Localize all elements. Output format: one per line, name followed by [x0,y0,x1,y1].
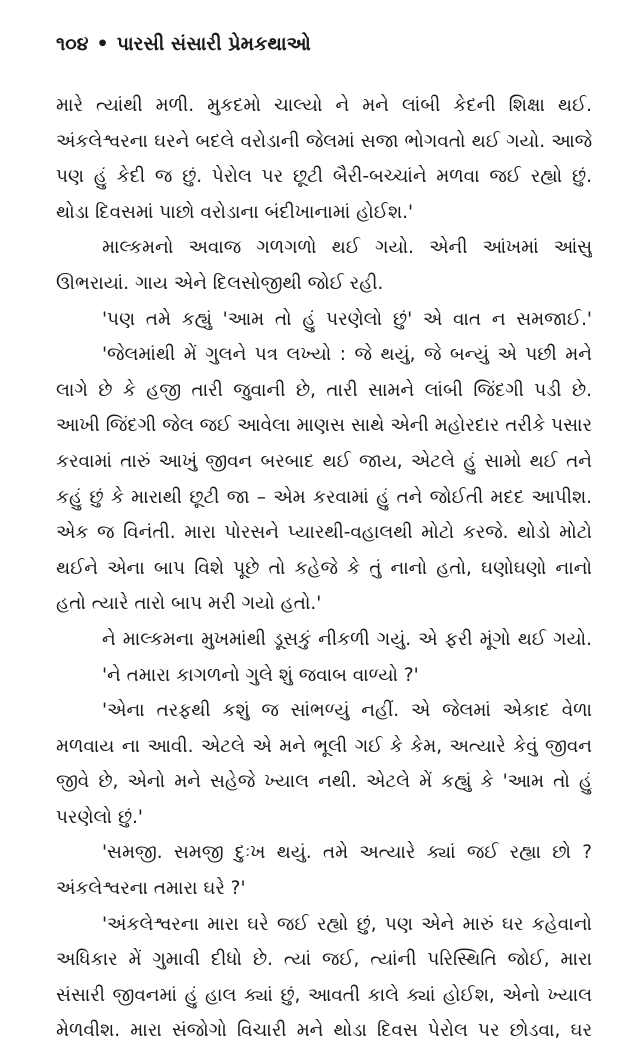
text-line: 'પણ તમે કહ્યું 'આમ તો હું પરણેલો છું' એ વાત ન સમજાઈ.' [102,308,592,330]
text-line: હતો ત્યારે તારો બાપ મરી ગયો હતો.' [56,593,322,615]
page-number: ૧૦૪ [56,33,89,55]
text-line: માલ્કમનો અવાજ ગળગળો થઈ ગયો. એની આંખમાં આંસુ [102,237,592,259]
text-line: 'ને તમારા કાગળનો ગુલે શું જવાબ વાળ્યો ?' [102,664,419,686]
text-line: ને માલ્કમના મુખમાંથી ડૂસકું નીકળી ગયું. એ ફરી મૂંગો થઈ ગયો. [102,628,592,650]
text-line: થઈને એના બાપ વિશે પૂછે તો કહેજે કે તું નાનો હતો, ઘણોઘણો નાનો [56,557,592,579]
text-line: મારે ત્યાંથી મળી. મુકદમો ચાલ્યો ને મને લાંબી કેદની શિક્ષા થઈ. [56,95,592,116]
text-line: એક જ વિનંતી. મારા પોરસને પ્યારથી-વહાલથી મોટો કરજે. થોડો મોટો [56,522,592,544]
text-line: સંસારી જીવનમાં હું હાલ ક્યાં છું, આવતી કાલે ક્યાં હોઈશ, એનો ખ્યાલ [56,984,592,1006]
text-line: મેળવીશ. મારા સંજોગો વિચારી મને થોડા દિવસ પેરોલ પર છોડવા, ઘર [56,1020,592,1042]
text-line: પરણેલો છું.' [56,806,143,828]
text-line: 'જેલમાંથી મેં ગુલને પત્ર લખ્યો : જે થયું, જે બન્યું એ પછી મને [102,344,592,366]
text-line: 'એના તરફથી કશું જ સાંભળ્યું નહીં. એ જેલમાં એકાદ વેળા [102,700,592,722]
text-line: અધિકાર મેં ગુમાવી દીધો છે. ત્યાં જઈ, ત્યાંની પરિસ્થિતિ જોઈ, મારા [56,949,592,971]
text-line: મળવાય ના આવી. એટલે એ મને ભૂલી ગઈ કે કેમ, અત્યારે કેવું જીવન [56,735,592,757]
text-line: 'અંકલેશ્વરના મારા ઘરે જઈ રહ્યો છું, પણ એને મારું ઘર કહેવાનો [102,913,592,935]
text-line: થોડા દિવસમાં પાછો વરોડાના બંદીખાનામાં હોઈશ.' [56,201,414,223]
text-line: પણ હું કેદી જ છું. પેરોલ પર છૂટી બૈરી-બચ્ચાંને મળવા જઈ રહ્યો છું. [56,166,592,188]
text-line: 'સમજી. સમજી દુઃખ થયું. તમે અત્યારે ક્યાં જઈ રહ્યા છો ? [102,842,592,864]
text-line: કરવામાં તારું આખું જીવન બરબાદ થઈ જાય, એટલે હું સામો થઈ તને [56,450,592,472]
text-line: લાગે છે કે હજી તારી જુવાની છે, તારી સામને લાંબી જિંદગી પડી છે. [56,379,592,401]
text-line: કહું છું કે મારાથી છૂટી જા – એમ કરવામાં હું તને જોઈતી મદદ આપીશ. [56,486,592,508]
text-line: જીવે છે, એનો મને સહેજે ખ્યાલ નથી. એટલે મેં કહ્યું કે 'આમ તો હું [56,771,592,793]
header-bullet: • [96,33,109,55]
running-header [56,30,592,58]
text-line: આખી જિંદગી જેલ જઈ આવેલા માણસ સાથે એની મહોરદાર તરીકે પસાર [56,415,592,437]
text-line: અંકલેશ્વરના તમારા ઘરે ?' [56,878,246,900]
text-line: અંકલેશ્વરના ઘરને બદલે વરોડાની જેલમાં સજા ભોગવતો થઈ ગયો. આજે [56,130,592,152]
book-title: પારસી સંસારી પ્રેમકથાઓ [116,33,311,55]
text-line: ઊભરાયાં. ગાય એને દિલસોજીથી જોઈ રહી. [56,272,384,294]
body-text [56,88,592,1049]
